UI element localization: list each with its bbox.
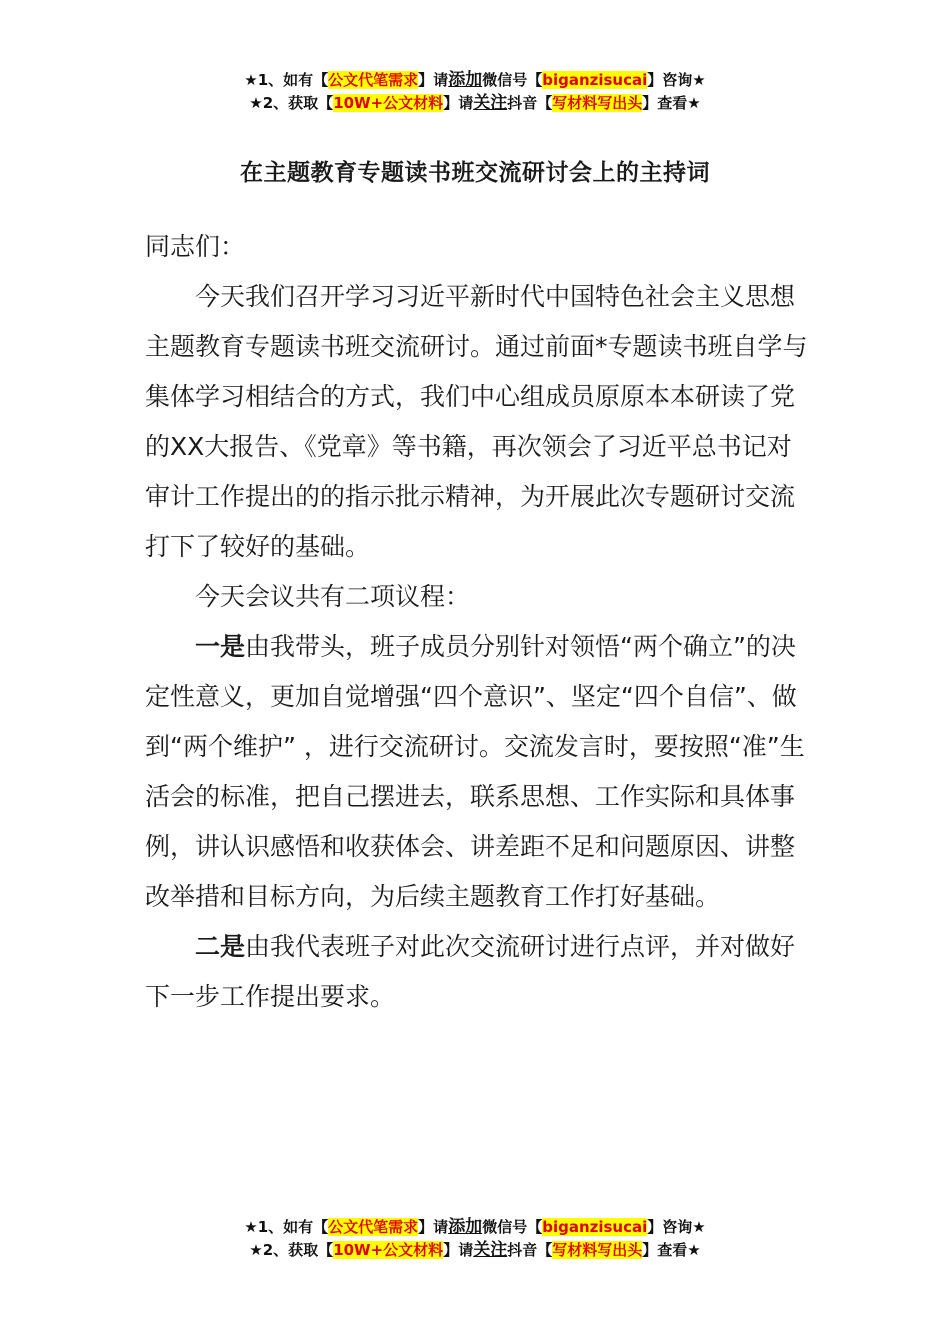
highlight-service: 公文代笔需求 <box>328 1218 419 1236</box>
paragraph-agenda: 今天会议共有二项议程： <box>195 582 471 611</box>
salutation: 同志们： <box>145 232 246 261</box>
highlight-douyin-account: 写材料写出头 <box>552 94 643 112</box>
paragraph-item-1: 一是由我带头，班子成员分别针对领悟“两个确立”的决定性意义，更加自觉增强“四个意识”、坚定“四个自信”、做到“两个维护” ，进行交流研讨。交流发言时，要按照“准”生活会的标准，把自己摆进去，联系思想、工作实际和具体事例，讲认识感悟和收获体会、讲差距不足和问题原因、讲整改举措和目标方向，为后续主题教育工作打好基础。 <box>145 632 805 911</box>
paragraph-item-2: 二是由我代表班子对此次交流研讨进行点评，并对做好下一步工作提出要求。 <box>145 932 796 1011</box>
paragraph-intro: 今天我们召开学习习近平新时代中国特色社会主义思想主题教育专题读书班交流研讨。通过前面*专题读书班自学与集体学习相结合的方式，我们中心组成员原原本本研读了党的XX大报告、《党章》等书籍，再次领会了习近平总书记对审计工作提出的的指示批示精神，为开展此次专题研讨交流打下了较好的基础。 <box>145 282 808 561</box>
highlight-douyin-account: 写材料写出头 <box>552 1241 643 1259</box>
item-1-lead: 一是 <box>195 632 246 661</box>
banner-line-1: ★1、如有【公文代笔需求】请添加微信号【biganzisucai】咨询★ <box>244 1217 706 1237</box>
highlight-service: 公文代笔需求 <box>328 71 419 89</box>
document-body <box>145 222 810 1022</box>
highlight-materials: 10W+公文材料 <box>333 94 444 112</box>
highlight-wechat-id: biganzisucai <box>542 71 648 89</box>
banner-line-2: ★2、获取【10W+公文材料】请关注抖音【写材料写出头】查看★ <box>249 1240 701 1260</box>
highlight-materials: 10W+公文材料 <box>333 1241 444 1259</box>
highlight-wechat-id: biganzisucai <box>542 1218 648 1236</box>
document-title: 在主题教育专题读书班交流研讨会上的主持词 <box>240 160 710 186</box>
banner-line-2: ★2、获取【10W+公文材料】请关注抖音【写材料写出头】查看★ <box>249 93 701 113</box>
header-banner <box>0 69 950 115</box>
item-2-lead: 二是 <box>195 932 246 961</box>
banner-line-1: ★1、如有【公文代笔需求】请添加微信号【biganzisucai】咨询★ <box>244 70 706 90</box>
footer-banner <box>0 1216 950 1262</box>
